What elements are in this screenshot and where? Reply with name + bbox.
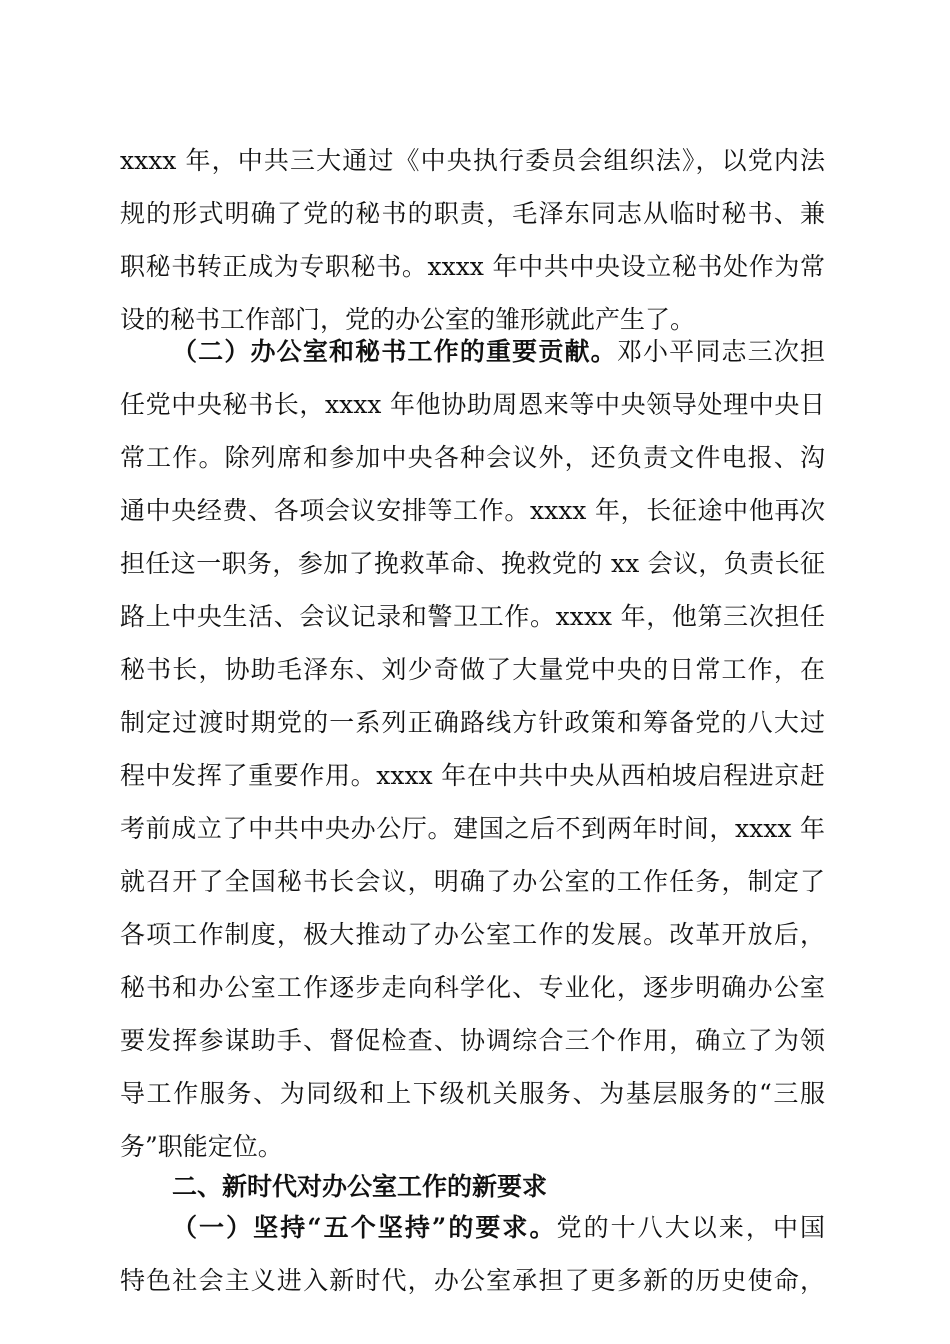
paragraph-2-line-4: 通中央经费、各项会议安排等工作。xxxx 年，长征途中他再次 xyxy=(120,496,825,525)
paragraph-2-line-13: 秘书和办公室工作逐步走向科学化、专业化，逐步明确办公室 xyxy=(120,973,825,1002)
paragraph-2-first-line-rest: 邓小平同志三次担 xyxy=(616,337,825,366)
paragraph-3-line-2: 特色社会主义进入新时代，办公室承担了更多新的历史使命， xyxy=(120,1266,825,1295)
paragraph-2-line-15: 导工作服务、为同级和上下级机关服务、为基层服务的“三服 xyxy=(120,1079,825,1108)
paragraph-2-line-3: 常工作。除列席和参加中央各种会议外，还负责文件电报、沟 xyxy=(120,443,825,472)
paragraph-3-first-line-rest: 党的十八大以来，中国 xyxy=(556,1213,825,1242)
paragraph-2-line-12: 各项工作制度，极大推动了办公室工作的发展。改革开放后， xyxy=(120,920,825,949)
paragraph-1-line-3: 职秘书转正成为专职秘书。xxxx 年中共中央设立秘书处作为常 xyxy=(120,252,825,281)
paragraph-2-line-5: 担任这一职务，参加了挽救革命、挽救党的 xx 会议，负责长征 xyxy=(120,549,825,578)
paragraph-2-line-1 xyxy=(172,331,825,373)
paragraph-2-line-10: 考前成立了中共中央办公厅。建国之后不到两年时间，xxxx 年 xyxy=(120,814,825,843)
paragraph-2-line-14: 要发挥参谋助手、督促检查、协调综合三个作用，确立了为领 xyxy=(120,1026,825,1055)
paragraph-1-line-4: 设的秘书工作部门，党的办公室的雏形就此产生了。 xyxy=(120,305,696,334)
paragraph-2-line-11: 就召开了全国秘书长会议，明确了办公室的工作任务，制定了 xyxy=(120,867,825,896)
paragraph-3-bold-lead: （一）坚持“五个坚持”的要求。 xyxy=(172,1213,557,1242)
paragraph-2-bold-lead: （二）办公室和秘书工作的重要贡献。 xyxy=(172,337,617,366)
section-heading: 二、新时代对办公室工作的新要求 xyxy=(172,1172,548,1201)
paragraph-1-line-2: 规的形式明确了党的秘书的职责，毛泽东同志从临时秘书、兼 xyxy=(120,199,825,228)
paragraph-2-line-7: 秘书长，协助毛泽东、刘少奇做了大量党中央的日常工作，在 xyxy=(120,655,825,684)
paragraph-2-line-16: 务”职能定位。 xyxy=(120,1132,283,1161)
paragraph-2-line-6: 路上中央生活、会议记录和警卫工作。xxxx 年，他第三次担任 xyxy=(120,602,825,631)
paragraph-1-line-1: xxxx 年，中共三大通过《中央执行委员会组织法》，以党内法 xyxy=(120,146,825,175)
paragraph-2-line-2: 任党中央秘书长，xxxx 年他协助周恩来等中央领导处理中央日 xyxy=(120,390,825,419)
paragraph-2-line-9: 程中发挥了重要作用。xxxx 年在中共中央从西柏坡启程进京赶 xyxy=(120,761,825,790)
paragraph-3-line-1 xyxy=(172,1207,825,1249)
paragraph-2-line-8: 制定过渡时期党的一系列正确路线方针政策和筹备党的八大过 xyxy=(120,708,825,737)
